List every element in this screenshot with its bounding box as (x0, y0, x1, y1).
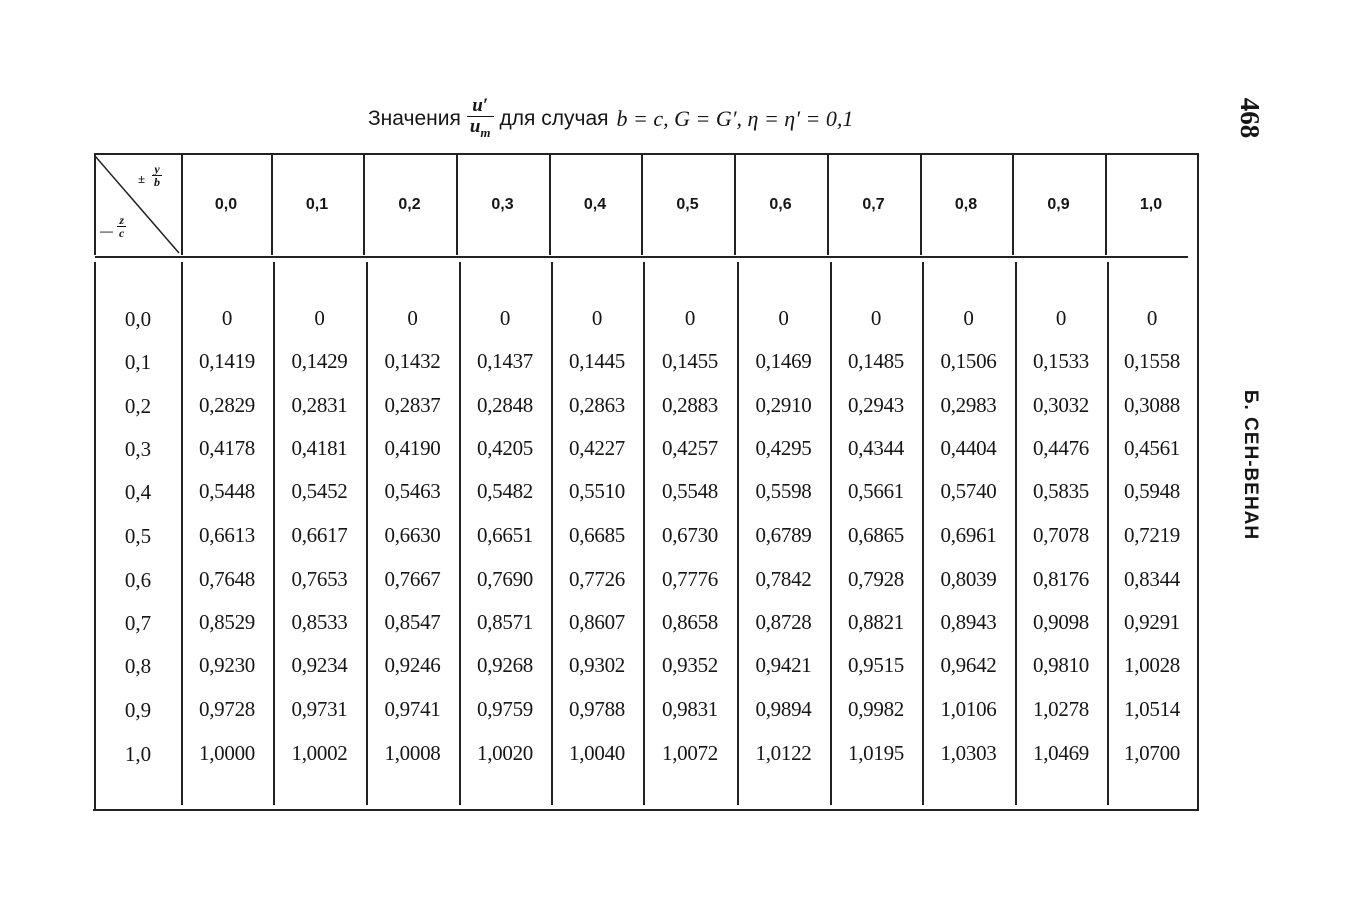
table-cell: 0,1469 (755, 348, 812, 373)
row-label: 0,8 (124, 653, 152, 678)
column-header: 0,3 (491, 195, 514, 213)
table-cell: 0,6613 (199, 522, 255, 547)
table-cell: 0 (314, 305, 325, 330)
table-cell: 1,0122 (755, 740, 812, 765)
title-fraction-denominator (467, 116, 494, 143)
running-head: Б. СЕН-ВЕНАН (1240, 389, 1261, 541)
table-cell: 0,3032 (1033, 392, 1089, 417)
corner-top-fraction (152, 163, 162, 188)
table-cell: 0,9731 (291, 696, 348, 721)
table-cell: 0,9515 (848, 652, 904, 677)
table-cell: 0,5948 (1124, 478, 1180, 503)
table-cell: 0,1533 (1033, 348, 1089, 373)
table-cell: 1,0303 (940, 740, 997, 765)
table-cell: 0,7842 (755, 566, 812, 591)
table-cell: 0,5510 (569, 478, 625, 503)
table-cell: 0,5548 (662, 478, 718, 503)
table-cell: 0,5463 (384, 478, 441, 503)
table-right-rule (1197, 153, 1199, 810)
table-cell: 0 (591, 305, 603, 330)
table-cell: 0,7653 (291, 566, 348, 591)
table-cell: 0,5482 (477, 478, 533, 503)
table-cell: 0,4561 (1124, 435, 1180, 460)
table-cell: 0,8176 (1033, 566, 1089, 591)
table-cell: 0,5740 (940, 478, 997, 503)
row-label: 0,9 (124, 697, 152, 722)
title-fraction-denominator-base: u (469, 115, 481, 137)
table-cell: 0,1445 (569, 348, 625, 373)
table-cell: 0,1485 (848, 348, 904, 373)
table-cell: 1,0028 (1124, 652, 1180, 677)
table-cell: 1,0700 (1124, 740, 1180, 765)
table-cell: 0,1429 (291, 348, 348, 373)
table-cell: 1,0008 (384, 740, 441, 765)
table-cell: 0,8607 (569, 609, 625, 634)
table-cell: 0,1455 (662, 348, 718, 373)
table-cell: 0,4476 (1033, 435, 1089, 460)
table-cell: 0,6630 (384, 522, 441, 547)
table-cell: 0,9268 (477, 652, 533, 677)
row-label: 0,4 (124, 479, 152, 504)
table-cell: 0,8533 (291, 609, 348, 634)
table-cell: 1,0195 (848, 740, 904, 765)
column-header: 0,8 (954, 195, 978, 213)
table-cell: 0,8821 (848, 609, 904, 634)
corner-top-denominator: b (154, 175, 160, 189)
corner-bottom-denominator: c (119, 226, 125, 240)
table-cell: 0,4295 (755, 435, 812, 460)
corner-diagonal (95, 154, 180, 255)
table-cell: 0,2983 (940, 392, 997, 417)
table-cell: 0,4181 (291, 435, 348, 460)
table-cell: 0 (1146, 305, 1158, 330)
table-cell: 1,0514 (1124, 696, 1180, 721)
table-cell: 0 (407, 305, 418, 330)
column-header: 0,7 (862, 195, 885, 213)
row-label: 0,1 (124, 349, 152, 374)
table-cell: 0,9302 (569, 652, 625, 677)
row-label: 0,3 (124, 436, 152, 461)
table-cell: 0,7690 (477, 566, 533, 591)
table-cell: 0,9246 (384, 652, 441, 677)
table-cell: 0,4344 (848, 435, 904, 460)
table-cell: 0,1432 (384, 348, 441, 373)
table-cell: 0,1506 (940, 348, 997, 373)
table-cell: 0,7726 (569, 566, 625, 591)
table-cell: 0,5661 (848, 478, 904, 503)
table-cell: 0,5448 (199, 478, 255, 503)
table-cell: 0,5835 (1033, 478, 1089, 503)
table-cell: 0,8728 (755, 609, 812, 634)
table-cell: 1,0020 (477, 740, 533, 765)
table-cell: 0,8658 (662, 609, 718, 634)
table-cell: 1,0106 (940, 696, 997, 721)
table-cell: 0 (963, 305, 974, 330)
table-cell: 0,9642 (940, 652, 997, 677)
table-header-rule (95, 256, 1188, 258)
table-cell: 1,0002 (291, 740, 348, 765)
corner-top-sign: ± (138, 171, 146, 186)
table-cell: 1,0469 (1033, 740, 1089, 765)
table-cell: 0,4205 (477, 435, 533, 460)
title-fraction-numerator: u′ (472, 94, 489, 116)
corner-bottom-sign: — (100, 223, 113, 238)
table-cell: 0 (778, 305, 789, 330)
table-cell: 0,6865 (848, 522, 904, 547)
table-cell: 0,2863 (569, 392, 625, 417)
table-cell: 0,2848 (477, 392, 533, 417)
column-header: 0,2 (398, 195, 421, 213)
table-cell: 0,5598 (755, 478, 812, 503)
corner-bottom-fraction (117, 214, 126, 239)
row-label: 1,0 (124, 741, 152, 766)
column-header: 0,4 (583, 195, 607, 213)
table-cell: 0,9894 (755, 696, 812, 721)
table-cell: 0,4257 (662, 435, 718, 460)
corner-cell (95, 154, 180, 255)
title-condition: b = c, G = G′, η = η′ = 0,1 (616, 106, 854, 131)
table-cell: 1,0000 (199, 740, 255, 765)
table-cell: 0,6617 (291, 522, 348, 547)
table-cell: 0,9230 (199, 652, 255, 677)
title-middle: для случая (499, 107, 609, 130)
table-cell: 0 (684, 305, 696, 330)
table-cell: 0 (499, 305, 511, 330)
table-cell: 0,9810 (1033, 652, 1089, 677)
table-cell: 0,2943 (848, 392, 904, 417)
row-label: 0,7 (124, 610, 152, 635)
table-cell: 0,9421 (755, 652, 812, 677)
column-header: 0,6 (769, 195, 792, 213)
table-cell: 1,0278 (1033, 696, 1089, 721)
table-cell: 1,0040 (569, 740, 625, 765)
page-number: 468 (1235, 97, 1266, 139)
table-cell: 0,9234 (291, 652, 348, 677)
table-cell: 0,1558 (1124, 348, 1180, 373)
table-cell: 0,9291 (1124, 609, 1180, 634)
table-cell: 0,5452 (291, 478, 348, 503)
table-cell: 0,9759 (477, 696, 533, 721)
table-cell: 0,2829 (199, 392, 255, 417)
table-cell: 0,3088 (1124, 392, 1180, 417)
column-header: 0,1 (305, 195, 329, 213)
column-header: 0,9 (1047, 195, 1070, 213)
title-fraction (467, 96, 494, 143)
table-cell: 0,4178 (199, 435, 255, 460)
table-cell: 0,2837 (384, 392, 441, 417)
table-cell: 0,6651 (477, 522, 533, 547)
table-cell: 0,1419 (199, 348, 255, 373)
table-cell: 0,9352 (662, 652, 718, 677)
corner-bottom-numerator: z (119, 213, 124, 227)
table-cell: 0,2883 (662, 392, 718, 417)
title-fraction-denominator-subscript: m (480, 124, 491, 140)
table-cell: 0 (870, 305, 882, 330)
column-header: 0,0 (214, 195, 238, 213)
table-cell: 0,9831 (662, 696, 718, 721)
row-label: 0,6 (124, 567, 152, 592)
row-label: 0,0 (124, 306, 152, 331)
table-cell: 0,9741 (384, 696, 441, 721)
table-cell: 0,9098 (1033, 609, 1089, 634)
table-cell: 0,2831 (291, 392, 348, 417)
table-cell: 0,9788 (569, 696, 625, 721)
table-cell: 0,6730 (662, 522, 718, 547)
table-cell: 0,6685 (569, 522, 625, 547)
table-cell: 0,8943 (940, 609, 997, 634)
table-cell: 0,6961 (940, 522, 997, 547)
table-title (368, 92, 928, 146)
table-cell: 0,8547 (384, 609, 441, 634)
table-cell: 0,7776 (662, 566, 718, 591)
table-cell: 0,4190 (384, 435, 441, 460)
table-cell: 0,8039 (940, 566, 997, 591)
table-bottom-rule (93, 809, 1199, 811)
table-cell: 0,4227 (569, 435, 625, 460)
table-cell: 0,7078 (1033, 522, 1089, 547)
title-prefix: Значения (368, 107, 461, 130)
table-cell: 0,8529 (199, 609, 255, 634)
table-cell: 0,1437 (477, 348, 533, 373)
table-cell: 0,6789 (755, 522, 812, 547)
table-cell: 0 (1055, 305, 1067, 330)
table-cell: 0,7219 (1124, 522, 1180, 547)
column-header: 0,5 (676, 195, 699, 213)
table-cell: 0,7667 (384, 566, 441, 591)
table-cell: 0,9982 (848, 696, 904, 721)
table-cell: 0,8344 (1124, 566, 1180, 591)
row-label: 0,2 (124, 393, 152, 418)
table-cell: 0,4404 (940, 435, 997, 460)
table-cell: 0,7648 (199, 566, 255, 591)
table-cell: 0,9728 (199, 696, 255, 721)
table-cell: 0 (221, 305, 233, 330)
table-cell: 0,2910 (755, 392, 812, 417)
table-cell: 0,8571 (477, 609, 533, 634)
column-header: 1,0 (1139, 195, 1163, 213)
row-label: 0,5 (124, 523, 152, 548)
table-cell: 0,7928 (848, 566, 904, 591)
table-cell: 1,0072 (662, 740, 718, 765)
corner-top-numerator: y (154, 162, 160, 176)
